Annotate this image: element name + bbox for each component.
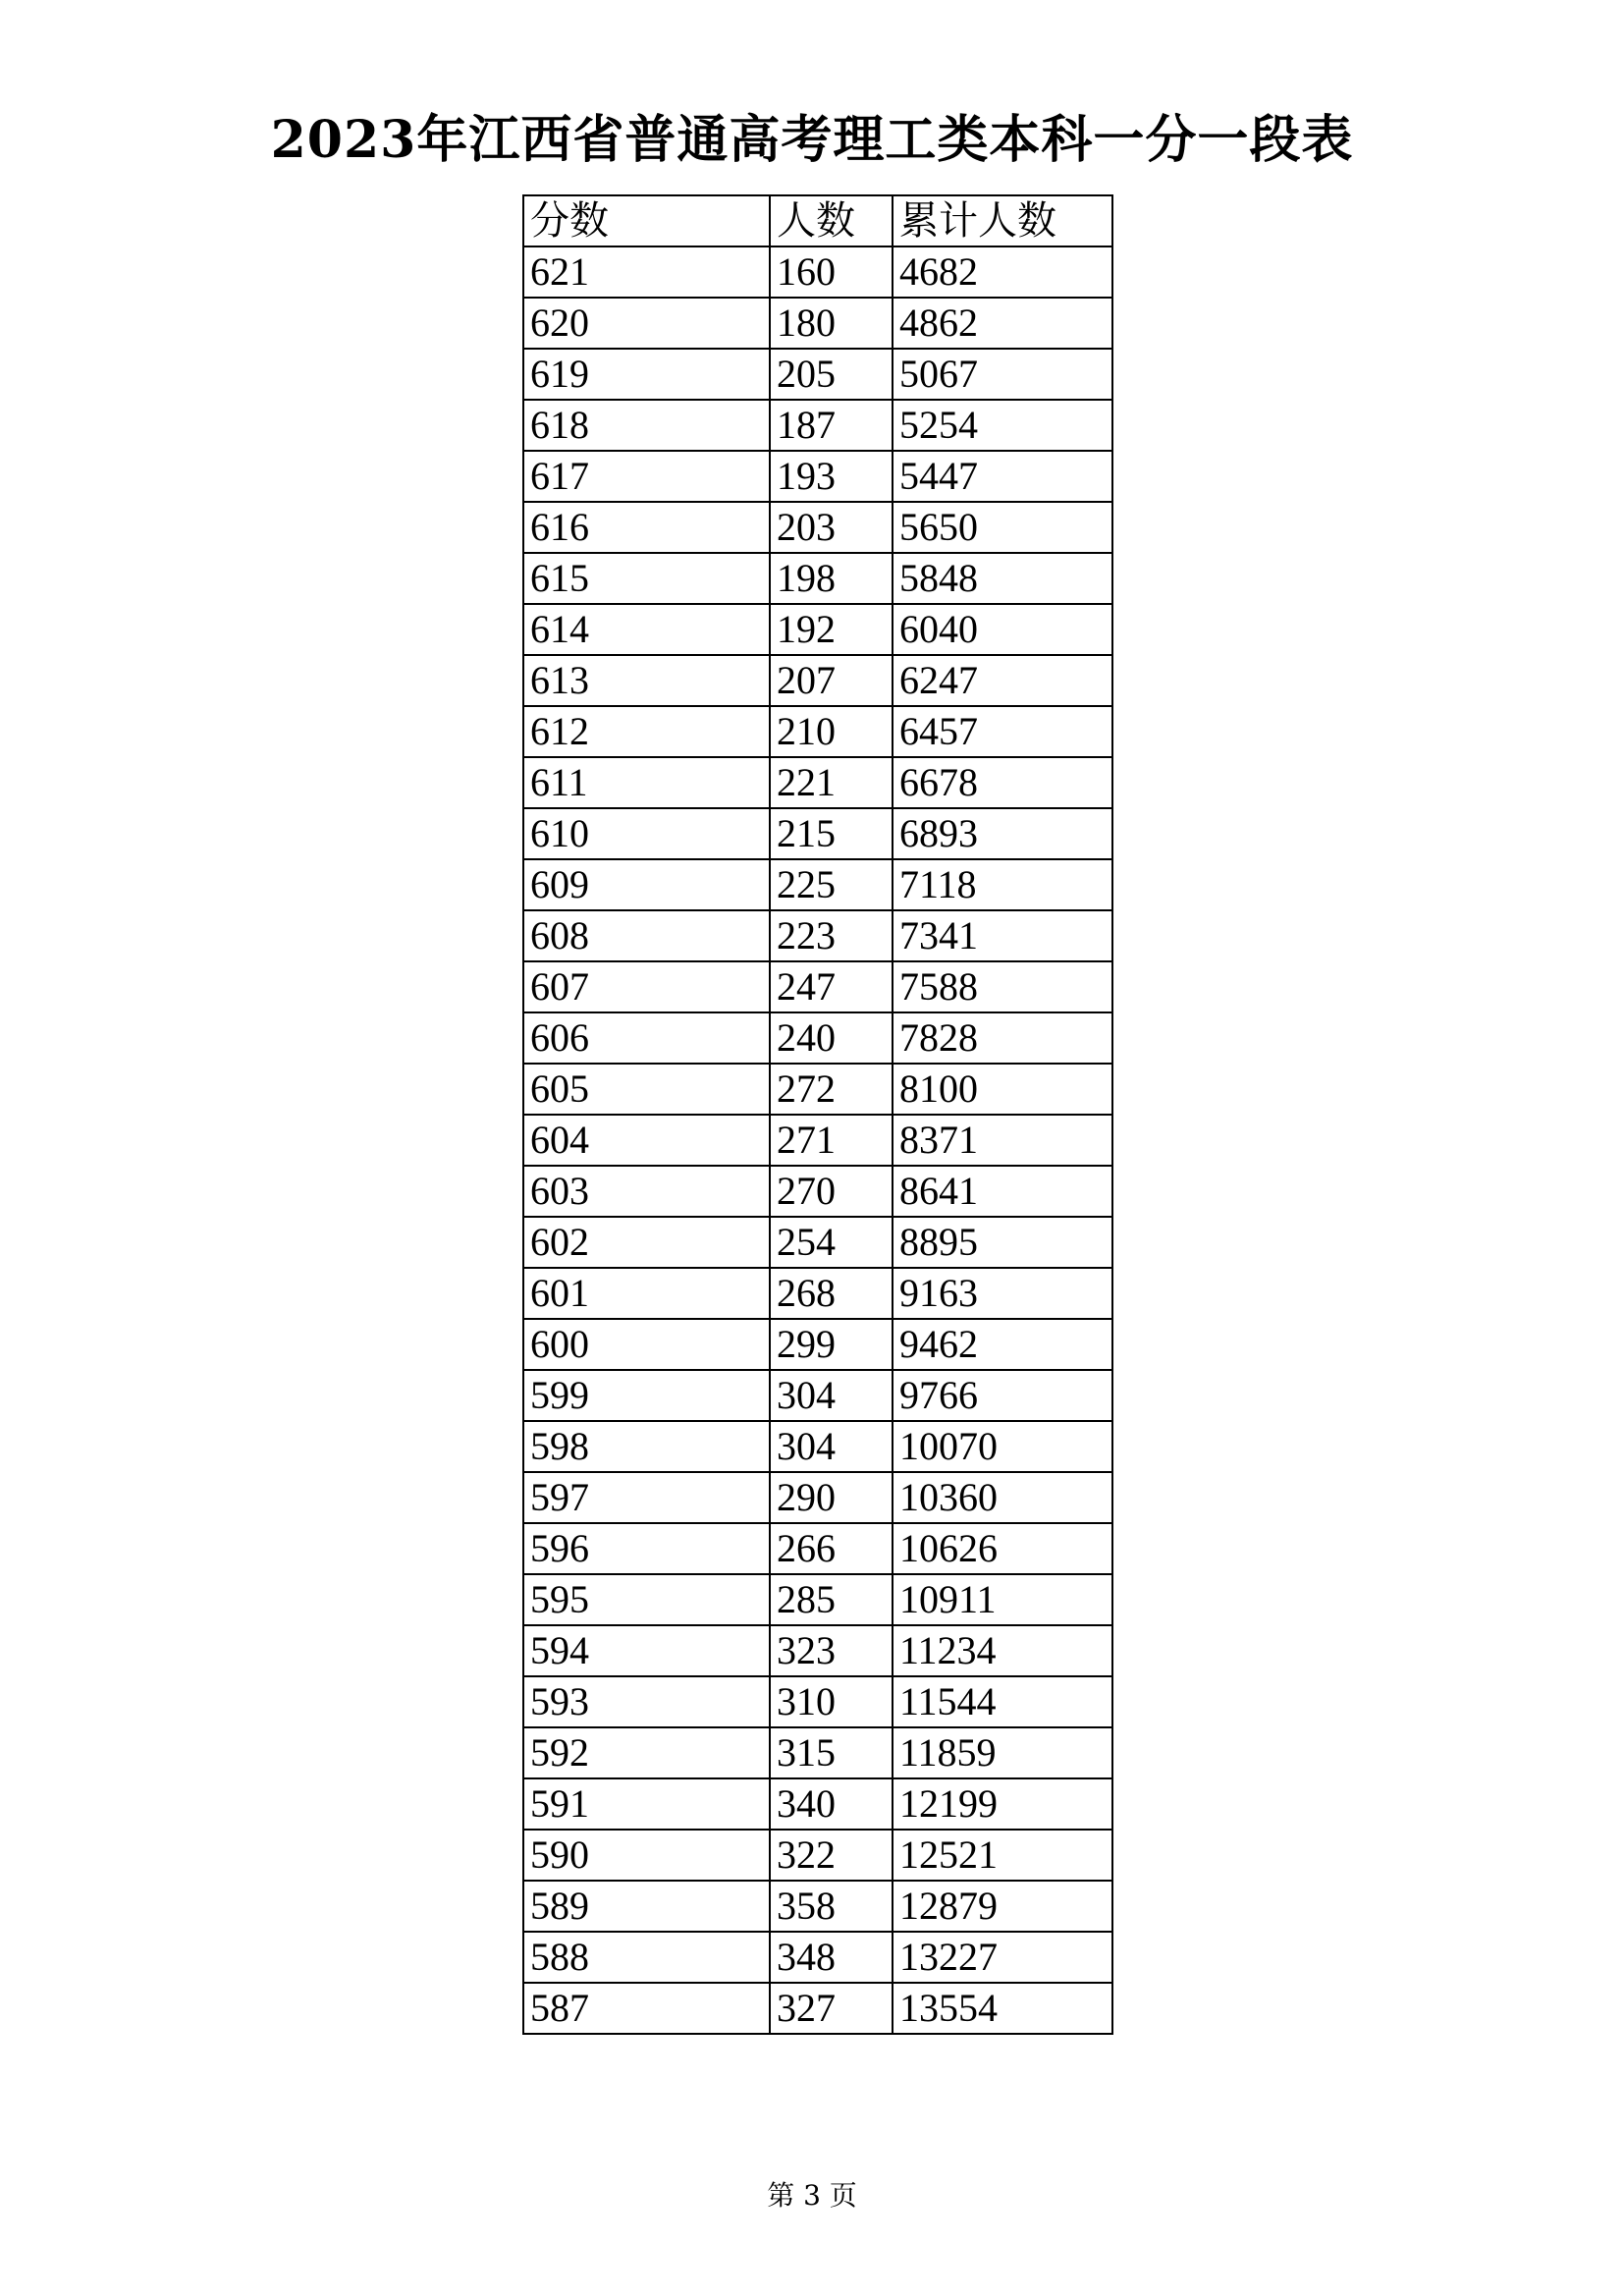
cumulative-cell: 8895 bbox=[893, 1217, 1112, 1268]
score-distribution-table bbox=[522, 194, 1113, 2035]
cumulative-cell: 4682 bbox=[893, 246, 1112, 298]
table-row bbox=[523, 961, 1112, 1012]
score-cell: 607 bbox=[523, 961, 770, 1012]
score-cell: 604 bbox=[523, 1115, 770, 1166]
cumulative-cell: 6678 bbox=[893, 757, 1112, 808]
count-cell: 327 bbox=[770, 1983, 893, 2034]
table-row bbox=[523, 1012, 1112, 1064]
score-cell: 590 bbox=[523, 1830, 770, 1881]
cumulative-cell: 10070 bbox=[893, 1421, 1112, 1472]
cumulative-cell: 7341 bbox=[893, 910, 1112, 961]
table-row bbox=[523, 1472, 1112, 1523]
cumulative-cell: 10626 bbox=[893, 1523, 1112, 1574]
score-cell: 617 bbox=[523, 451, 770, 502]
cumulative-cell: 5848 bbox=[893, 553, 1112, 604]
table-row bbox=[523, 1064, 1112, 1115]
score-cell: 594 bbox=[523, 1625, 770, 1676]
count-cell: 210 bbox=[770, 706, 893, 757]
table-row bbox=[523, 400, 1112, 451]
score-cell: 615 bbox=[523, 553, 770, 604]
count-cell: 180 bbox=[770, 298, 893, 349]
count-cell: 271 bbox=[770, 1115, 893, 1166]
table-row bbox=[523, 1983, 1112, 2034]
score-cell: 601 bbox=[523, 1268, 770, 1319]
count-cell: 225 bbox=[770, 859, 893, 910]
header-cumulative: 累计人数 bbox=[893, 195, 1112, 246]
cumulative-cell: 6247 bbox=[893, 655, 1112, 706]
count-cell: 193 bbox=[770, 451, 893, 502]
table-body bbox=[523, 195, 1112, 2034]
count-cell: 315 bbox=[770, 1727, 893, 1778]
table-row bbox=[523, 1115, 1112, 1166]
cumulative-cell: 12521 bbox=[893, 1830, 1112, 1881]
count-cell: 160 bbox=[770, 246, 893, 298]
cumulative-cell: 11234 bbox=[893, 1625, 1112, 1676]
table-header-row bbox=[523, 195, 1112, 246]
count-cell: 223 bbox=[770, 910, 893, 961]
table-row bbox=[523, 1778, 1112, 1830]
cumulative-cell: 11544 bbox=[893, 1676, 1112, 1727]
score-cell: 602 bbox=[523, 1217, 770, 1268]
count-cell: 340 bbox=[770, 1778, 893, 1830]
table-row bbox=[523, 1881, 1112, 1932]
count-cell: 358 bbox=[770, 1881, 893, 1932]
count-cell: 272 bbox=[770, 1064, 893, 1115]
cumulative-cell: 10911 bbox=[893, 1574, 1112, 1625]
cumulative-cell: 9766 bbox=[893, 1370, 1112, 1421]
cumulative-cell: 5447 bbox=[893, 451, 1112, 502]
cumulative-cell: 13227 bbox=[893, 1932, 1112, 1983]
cumulative-cell: 11859 bbox=[893, 1727, 1112, 1778]
table-row bbox=[523, 553, 1112, 604]
count-cell: 215 bbox=[770, 808, 893, 859]
table-row bbox=[523, 706, 1112, 757]
table-row bbox=[523, 1932, 1112, 1983]
table-row bbox=[523, 246, 1112, 298]
header-score: 分数 bbox=[523, 195, 770, 246]
count-cell: 247 bbox=[770, 961, 893, 1012]
table-row bbox=[523, 1268, 1112, 1319]
cumulative-cell: 12879 bbox=[893, 1881, 1112, 1932]
cumulative-cell: 5650 bbox=[893, 502, 1112, 553]
table-row bbox=[523, 1319, 1112, 1370]
count-cell: 304 bbox=[770, 1370, 893, 1421]
cumulative-cell: 6893 bbox=[893, 808, 1112, 859]
score-cell: 589 bbox=[523, 1881, 770, 1932]
cumulative-cell: 8371 bbox=[893, 1115, 1112, 1166]
cumulative-cell: 5067 bbox=[893, 349, 1112, 400]
count-cell: 221 bbox=[770, 757, 893, 808]
table-row bbox=[523, 1370, 1112, 1421]
page-title: 2023年江西省普通高考理工类本科一分一段表 bbox=[270, 110, 1354, 170]
score-cell: 621 bbox=[523, 246, 770, 298]
table-row bbox=[523, 808, 1112, 859]
cumulative-cell: 10360 bbox=[893, 1472, 1112, 1523]
score-cell: 588 bbox=[523, 1932, 770, 1983]
cumulative-cell: 7828 bbox=[893, 1012, 1112, 1064]
cumulative-cell: 9163 bbox=[893, 1268, 1112, 1319]
count-cell: 198 bbox=[770, 553, 893, 604]
score-cell: 613 bbox=[523, 655, 770, 706]
count-cell: 203 bbox=[770, 502, 893, 553]
header-count: 人数 bbox=[770, 195, 893, 246]
count-cell: 207 bbox=[770, 655, 893, 706]
count-cell: 192 bbox=[770, 604, 893, 655]
score-cell: 611 bbox=[523, 757, 770, 808]
score-cell: 605 bbox=[523, 1064, 770, 1115]
table-row bbox=[523, 757, 1112, 808]
table-row bbox=[523, 1574, 1112, 1625]
cumulative-cell: 7118 bbox=[893, 859, 1112, 910]
count-cell: 268 bbox=[770, 1268, 893, 1319]
score-cell: 600 bbox=[523, 1319, 770, 1370]
table-row bbox=[523, 1217, 1112, 1268]
count-cell: 299 bbox=[770, 1319, 893, 1370]
score-cell: 596 bbox=[523, 1523, 770, 1574]
score-cell: 610 bbox=[523, 808, 770, 859]
score-cell: 616 bbox=[523, 502, 770, 553]
score-cell: 599 bbox=[523, 1370, 770, 1421]
score-cell: 608 bbox=[523, 910, 770, 961]
count-cell: 266 bbox=[770, 1523, 893, 1574]
count-cell: 310 bbox=[770, 1676, 893, 1727]
table-row bbox=[523, 451, 1112, 502]
table-row bbox=[523, 502, 1112, 553]
cumulative-cell: 5254 bbox=[893, 400, 1112, 451]
table-row bbox=[523, 655, 1112, 706]
table-row bbox=[523, 910, 1112, 961]
cumulative-cell: 8100 bbox=[893, 1064, 1112, 1115]
table-row bbox=[523, 1830, 1112, 1881]
count-cell: 304 bbox=[770, 1421, 893, 1472]
score-cell: 620 bbox=[523, 298, 770, 349]
table-row bbox=[523, 1166, 1112, 1217]
score-cell: 591 bbox=[523, 1778, 770, 1830]
table-row bbox=[523, 298, 1112, 349]
score-cell: 592 bbox=[523, 1727, 770, 1778]
count-cell: 254 bbox=[770, 1217, 893, 1268]
table-row bbox=[523, 1625, 1112, 1676]
table-row bbox=[523, 1421, 1112, 1472]
table-row bbox=[523, 1727, 1112, 1778]
count-cell: 323 bbox=[770, 1625, 893, 1676]
score-cell: 609 bbox=[523, 859, 770, 910]
score-cell: 597 bbox=[523, 1472, 770, 1523]
count-cell: 187 bbox=[770, 400, 893, 451]
score-cell: 619 bbox=[523, 349, 770, 400]
count-cell: 270 bbox=[770, 1166, 893, 1217]
count-cell: 205 bbox=[770, 349, 893, 400]
count-cell: 348 bbox=[770, 1932, 893, 1983]
score-cell: 595 bbox=[523, 1574, 770, 1625]
table-row bbox=[523, 349, 1112, 400]
count-cell: 322 bbox=[770, 1830, 893, 1881]
cumulative-cell: 4862 bbox=[893, 298, 1112, 349]
score-cell: 598 bbox=[523, 1421, 770, 1472]
table-row bbox=[523, 604, 1112, 655]
page-number: 第 3 页 bbox=[767, 2179, 857, 2212]
score-cell: 587 bbox=[523, 1983, 770, 2034]
score-cell: 612 bbox=[523, 706, 770, 757]
count-cell: 285 bbox=[770, 1574, 893, 1625]
cumulative-cell: 8641 bbox=[893, 1166, 1112, 1217]
count-cell: 240 bbox=[770, 1012, 893, 1064]
cumulative-cell: 6457 bbox=[893, 706, 1112, 757]
table-row bbox=[523, 859, 1112, 910]
cumulative-cell: 6040 bbox=[893, 604, 1112, 655]
score-cell: 614 bbox=[523, 604, 770, 655]
score-cell: 603 bbox=[523, 1166, 770, 1217]
cumulative-cell: 9462 bbox=[893, 1319, 1112, 1370]
cumulative-cell: 12199 bbox=[893, 1778, 1112, 1830]
cumulative-cell: 7588 bbox=[893, 961, 1112, 1012]
score-cell: 593 bbox=[523, 1676, 770, 1727]
count-cell: 290 bbox=[770, 1472, 893, 1523]
cumulative-cell: 13554 bbox=[893, 1983, 1112, 2034]
score-cell: 606 bbox=[523, 1012, 770, 1064]
table-row bbox=[523, 1676, 1112, 1727]
score-cell: 618 bbox=[523, 400, 770, 451]
table-row bbox=[523, 1523, 1112, 1574]
